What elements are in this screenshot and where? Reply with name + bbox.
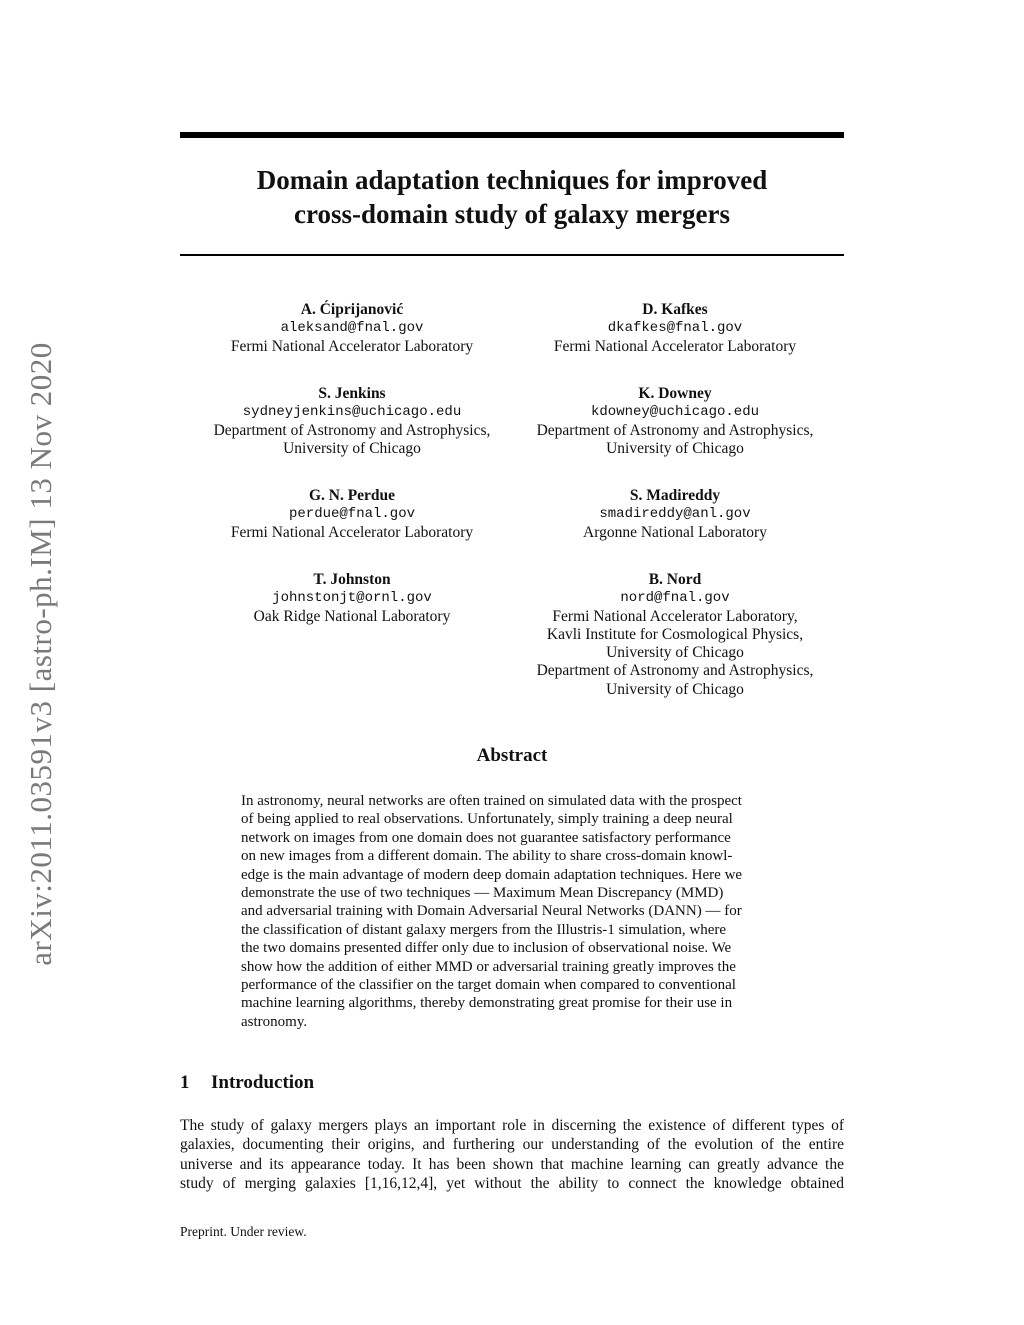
- intro-line: galaxies, documenting their origins, and furthering our understanding of the evolution of the entire: [180, 1136, 844, 1154]
- author-affiliation: Kavli Institute for Cosmological Physics,: [546, 625, 804, 643]
- section-heading-introduction: [180, 1072, 314, 1094]
- author-affiliation: Oak Ridge National Laboratory: [253, 607, 451, 625]
- author-affiliation: Fermi National Accelerator Laboratory: [230, 523, 474, 541]
- author-email[interactable]: dkafkes@fnal.gov: [607, 320, 743, 337]
- abstract-line: the two domains presented differ only due to inclusion of observational noise. We: [241, 940, 732, 957]
- author-name: S. Madireddy: [629, 487, 721, 504]
- author-name: K. Downey: [638, 385, 712, 402]
- abstract-heading: Abstract: [476, 745, 548, 766]
- author-jenkins: [187, 385, 517, 458]
- author-email[interactable]: aleksand@fnal.gov: [280, 320, 424, 337]
- author-name: T. Johnston: [313, 571, 391, 588]
- intro-line: The study of galaxy mergers plays an important role in discerning the existence of different types of: [180, 1117, 844, 1134]
- author-email[interactable]: johnstonjt@ornl.gov: [272, 590, 432, 607]
- title-line-1: Domain adaptation techniques for improved: [256, 165, 768, 195]
- section-title: Introduction: [211, 1072, 315, 1093]
- abstract-line: demonstrate the use of two techniques — Maximum Mean Discrepancy (MMD): [241, 885, 724, 902]
- author-affiliation: Department of Astronomy and Astrophysics,: [536, 421, 814, 439]
- intro-line: study of merging galaxies [1,16,12,4], yet without the ability to connect the knowledge obtained: [180, 1175, 844, 1193]
- abstract-line: show how the addition of either MMD or adversarial training greatly improves the: [241, 958, 736, 975]
- author-kafkes: [510, 301, 840, 356]
- preprint-footer: Preprint. Under review.: [180, 1224, 307, 1239]
- author-affiliation: University of Chicago: [606, 680, 744, 698]
- intro-line: universe and its appearance today. It has been shown that machine learning can greatly advance the: [180, 1155, 844, 1173]
- author-name: G. N. Perdue: [308, 487, 396, 504]
- author-downey: [510, 385, 840, 458]
- author-name: S. Jenkins: [318, 385, 386, 402]
- author-affiliation: Argonne National Laboratory: [583, 523, 767, 541]
- abstract-line: edge is the main advantage of modern deep domain adaptation techniques. Here we: [241, 866, 743, 883]
- author-nord: [510, 571, 840, 699]
- author-email[interactable]: smadireddy@anl.gov: [599, 506, 751, 523]
- author-affiliation: Fermi National Accelerator Laboratory: [553, 337, 797, 355]
- author-name: D. Kafkes: [642, 301, 708, 318]
- abstract-line: the classification of distant galaxy mergers from the Illustris-1 simulation, where: [241, 921, 727, 938]
- author-affiliation: University of Chicago: [606, 439, 744, 457]
- author-affiliation: Department of Astronomy and Astrophysics,: [213, 421, 491, 439]
- author-affiliation: Fermi National Accelerator Laboratory,: [552, 607, 798, 625]
- author-perdue: [187, 487, 517, 542]
- introduction-paragraph: [180, 1116, 844, 1194]
- author-affiliation: University of Chicago: [283, 439, 421, 457]
- abstract-line: machine learning algorithms, thereby demonstrating great promise for their use in: [241, 995, 733, 1012]
- title-bottom-rule: [180, 254, 844, 256]
- title-line-2: cross-domain study of galaxy mergers: [294, 199, 730, 229]
- author-ciprijanovic: [187, 301, 517, 356]
- title-top-rule: [180, 132, 844, 138]
- abstract-body: [241, 792, 784, 1031]
- author-email[interactable]: sydneyjenkins@uchicago.edu: [242, 404, 462, 421]
- author-affiliation: University of Chicago: [606, 644, 744, 662]
- author-email[interactable]: kdowney@uchicago.edu: [590, 404, 760, 421]
- abstract-line: of being applied to real observations. Unfortunately, simply training a deep neural: [241, 811, 733, 828]
- section-number: 1: [180, 1072, 190, 1093]
- author-affiliation: Fermi National Accelerator Laboratory: [230, 337, 474, 355]
- abstract-line: In astronomy, neural networks are often trained on simulated data with the prospect: [241, 793, 742, 809]
- author-email[interactable]: perdue@fnal.gov: [288, 506, 416, 523]
- abstract-line: on new images from a different domain. The ability to share cross-domain knowl-: [241, 848, 733, 865]
- abstract-line: network on images from one domain does not guarantee satisfactory performance: [241, 829, 731, 846]
- author-email[interactable]: nord@fnal.gov: [620, 590, 730, 607]
- author-name: A. Ćiprijanović: [300, 301, 404, 318]
- paper-title: [180, 163, 844, 231]
- author-johnston: [187, 571, 517, 626]
- arxiv-id-text: arXiv:2011.03591v3 [astro-ph.IM] 13 Nov 2020: [23, 342, 58, 966]
- abstract-line: astronomy.: [241, 1013, 308, 1030]
- author-name: B. Nord: [648, 571, 702, 588]
- abstract-line: and adversarial training with Domain Adversarial Neural Networks (DANN) — for: [241, 903, 742, 920]
- author-affiliation: Department of Astronomy and Astrophysics,: [536, 662, 814, 680]
- author-madireddy: [510, 487, 840, 542]
- arxiv-identifier: [14, 320, 68, 988]
- abstract-line: performance of the classifier on the target domain when compared to conventional: [241, 977, 736, 994]
